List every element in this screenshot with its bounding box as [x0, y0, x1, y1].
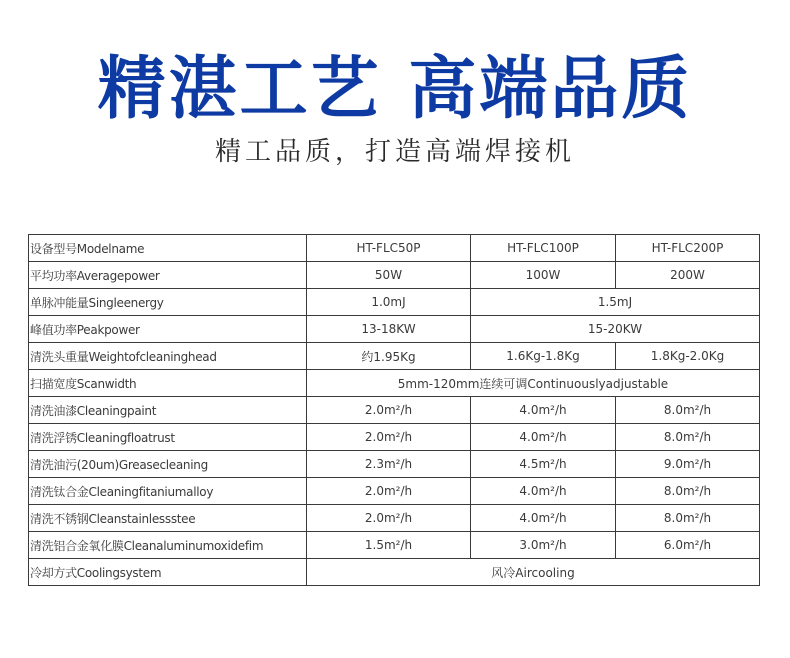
- cell-200p: 200W: [616, 262, 760, 289]
- cell-50p: 2.0m²/h: [307, 397, 471, 424]
- cell-200p: 8.0m²/h: [616, 505, 760, 532]
- cell-50p: 50W: [307, 262, 471, 289]
- cell-200p: 1.8Kg-2.0Kg: [616, 343, 760, 370]
- cell-50p: 1.5m²/h: [307, 532, 471, 559]
- row-label: 清洗头重量Weightofcleaninghead: [29, 343, 307, 370]
- spec-row-single-energy: [29, 289, 760, 316]
- cell-100p: 1.6Kg-1.8Kg: [471, 343, 616, 370]
- spec-row-aluminum-oxide: [29, 532, 760, 559]
- cell-100p: 4.0m²/h: [471, 397, 616, 424]
- cell-50p: HT-FLC50P: [307, 235, 471, 262]
- cell-50p: 1.0mJ: [307, 289, 471, 316]
- cell-100p: 4.0m²/h: [471, 478, 616, 505]
- cell-200p: 8.0m²/h: [616, 478, 760, 505]
- cell-100p: 3.0m²/h: [471, 532, 616, 559]
- cell-50p: 2.0m²/h: [307, 424, 471, 451]
- cell-200p: 6.0m²/h: [616, 532, 760, 559]
- spec-row-scan-width: [29, 370, 760, 397]
- cell-100p: 4.5m²/h: [471, 451, 616, 478]
- spec-row-cleaning-paint: [29, 397, 760, 424]
- row-label: 清洗油污(20um)Greasecleaning: [29, 451, 307, 478]
- row-label: 清洗油漆Cleaningpaint: [29, 397, 307, 424]
- cell-200p: 8.0m²/h: [616, 424, 760, 451]
- spec-row-model: [29, 235, 760, 262]
- page-title: 精湛工艺 高端品质: [97, 50, 693, 129]
- row-label: 清洗钛合金Cleaningfitaniumalloy: [29, 478, 307, 505]
- cell-50p: 13-18KW: [307, 316, 471, 343]
- cell-50p: 2.0m²/h: [307, 505, 471, 532]
- spec-row-titanium-alloy: [29, 478, 760, 505]
- cell-100p-200p: 1.5mJ: [471, 289, 760, 316]
- spec-row-cooling-system: [29, 559, 760, 586]
- cell-100p: 100W: [471, 262, 616, 289]
- cell-100p: HT-FLC100P: [471, 235, 616, 262]
- cell-all-models: 5mm-120mm连续可调Continuouslyadjustable: [307, 370, 760, 397]
- row-label: 单脉冲能量Singleenergy: [29, 289, 307, 316]
- cell-50p: 约1.95Kg: [307, 343, 471, 370]
- spec-row-average-power: [29, 262, 760, 289]
- page-subtitle: 精工品质，打造高端焊接机: [214, 137, 575, 167]
- row-label: 峰值功率Peakpower: [29, 316, 307, 343]
- spec-row-peak-power: [29, 316, 760, 343]
- cell-200p: HT-FLC200P: [616, 235, 760, 262]
- spec-table: [28, 234, 760, 586]
- row-label: 扫描宽度Scanwidth: [29, 370, 307, 397]
- cell-100p: 4.0m²/h: [471, 505, 616, 532]
- spec-row-grease-cleaning: [29, 451, 760, 478]
- row-label: 清洗铝合金氧化膜Cleanaluminumoxidefim: [29, 532, 307, 559]
- spec-row-head-weight: [29, 343, 760, 370]
- cell-50p: 2.0m²/h: [307, 478, 471, 505]
- row-label: 冷却方式Coolingsystem: [29, 559, 307, 586]
- cell-200p: 9.0m²/h: [616, 451, 760, 478]
- spec-row-stainless-steel: [29, 505, 760, 532]
- cell-50p: 2.3m²/h: [307, 451, 471, 478]
- row-label: 清洗浮锈Cleaningfloatrust: [29, 424, 307, 451]
- spec-row-cleaning-float-rust: [29, 424, 760, 451]
- cell-all-models: 风冷Aircooling: [307, 559, 760, 586]
- cell-200p: 8.0m²/h: [616, 397, 760, 424]
- cell-100p-200p: 15-20KW: [471, 316, 760, 343]
- row-label: 平均功率Averagepower: [29, 262, 307, 289]
- row-label: 清洗不锈钢Cleanstainlessstee: [29, 505, 307, 532]
- cell-100p: 4.0m²/h: [471, 424, 616, 451]
- row-label: 设备型号Modelname: [29, 235, 307, 262]
